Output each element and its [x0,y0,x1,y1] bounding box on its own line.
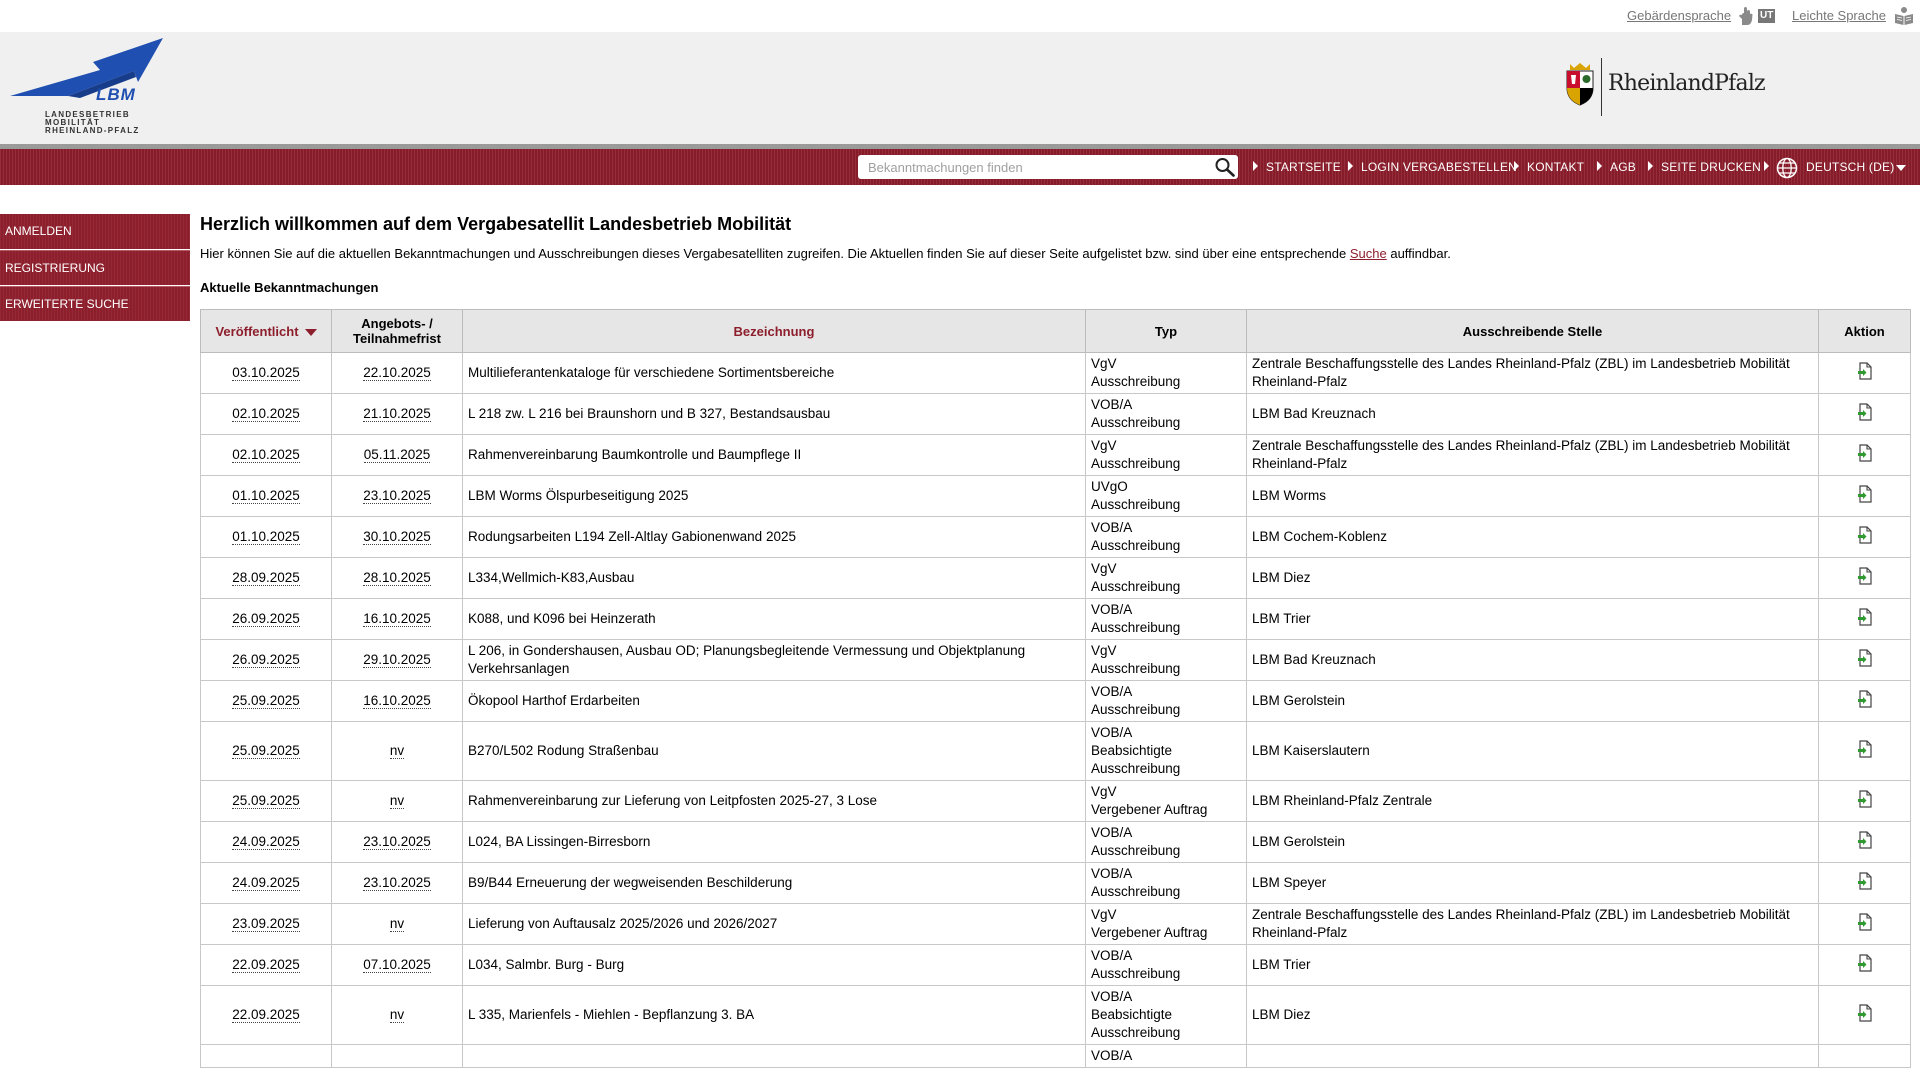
published-cell [201,599,332,640]
type-line: VOB/A [1091,684,1133,699]
announcements-table [200,309,1911,1068]
deadline-cell [332,353,463,394]
language-selector[interactable]: DEUTSCH (DE) [1806,160,1895,174]
published-cell [201,1045,332,1068]
deadline-date: 07.10.2025 [363,957,431,972]
lbm-arrow-icon [8,38,168,118]
published-cell [201,394,332,435]
state-name-text: RheinlandPfalz [1608,71,1765,96]
document-open-icon[interactable] [1857,362,1873,380]
authority-cell: LBM Bad Kreuznach [1247,394,1819,435]
designation-cell: Ökopool Harthof Erdarbeiten [463,681,1086,722]
type-line: Ausschreibung [1091,497,1181,512]
type-cell [1086,681,1247,722]
type-cell [1086,599,1247,640]
deadline-cell [332,863,463,904]
deadline-date: 23.10.2025 [363,834,431,849]
sidebar-item-registrierung[interactable]: REGISTRIERUNG [0,250,190,285]
designation-cell: L 206, in Gondershausen, Ausbau OD; Planungsbegleitende Vermessung und Objektplanung Verkehrsanlagen [463,640,1086,681]
main-content [200,212,1910,296]
action-cell [1819,435,1911,476]
authority-cell [1247,1045,1819,1068]
deadline-date: 22.10.2025 [363,365,431,380]
type-cell [1086,822,1247,863]
type-cell [1086,640,1247,681]
type-line: Vergebener Auftrag [1091,802,1208,817]
deadline-date: 23.10.2025 [363,875,431,890]
action-cell [1819,781,1911,822]
type-cell [1086,863,1247,904]
document-open-icon[interactable] [1857,608,1873,626]
state-coat-of-arms-icon [1564,62,1596,106]
type-line: Ausschreibung [1091,374,1181,389]
action-cell [1819,476,1911,517]
section-title: Aktuelle Bekanntmachungen [200,280,379,295]
authority-cell: Zentrale Beschaffungsstelle des Landes Rheinland-Pfalz (ZBL) im Landesbetrieb Mobilität Rheinland-Pfalz [1247,353,1819,394]
document-open-icon[interactable] [1857,567,1873,585]
document-open-icon[interactable] [1857,403,1873,421]
authority-cell: LBM Diez [1247,986,1819,1045]
designation-cell: Lieferung von Auftausalz 2025/2026 und 2026/2027 [463,904,1086,945]
type-line: Ausschreibung [1091,415,1181,430]
authority-cell: LBM Kaiserslautern [1247,722,1819,781]
published-cell [201,863,332,904]
action-cell [1819,863,1911,904]
column-header-published[interactable]: Veröffentlicht [201,310,332,353]
sidebar [0,214,190,322]
table-row[interactable] [201,1045,1911,1068]
designation-cell: B9/B44 Erneuerung der wegweisenden Beschilderung [463,863,1086,904]
type-line: Vergebener Auftrag [1091,925,1208,940]
table-row[interactable] [201,722,1911,781]
table-row[interactable] [201,822,1911,863]
globe-icon[interactable] [1776,157,1798,179]
type-line: Ausschreibung [1091,620,1181,635]
designation-cell: Rodungsarbeiten L194 Zell-Altlay Gabionenwand 2025 [463,517,1086,558]
type-line: VOB/A [1091,725,1133,740]
lbm-logo[interactable] [8,38,168,138]
sidebar-item-erweiterte-suche[interactable]: ERWEITERTE SUCHE [0,286,190,321]
published-date: 01.10.2025 [232,529,300,544]
deadline-cell [332,945,463,986]
document-open-icon[interactable] [1857,954,1873,972]
published-date: 02.10.2025 [232,406,300,421]
type-line: VgV [1091,643,1117,658]
authority-cell: Zentrale Beschaffungsstelle des Landes Rheinland-Pfalz (ZBL) im Landesbetrieb Mobilität Rheinland-Pfalz [1247,435,1819,476]
published-date: 25.09.2025 [232,743,300,758]
designation-cell: B270/L502 Rodung Straßenbau [463,722,1086,781]
deadline-cell [332,986,463,1045]
type-line: Beabsichtigte [1091,743,1173,758]
search-link[interactable]: Suche [1349,246,1387,261]
published-date: 02.10.2025 [232,447,300,462]
type-line: VOB/A [1091,825,1133,840]
deadline-cell [332,476,463,517]
main-navigation [0,149,1920,185]
deadline-cell [332,722,463,781]
type-cell [1086,435,1247,476]
type-line: UVgO [1091,479,1128,494]
search-icon[interactable] [1214,157,1236,177]
nav-agb[interactable]: AGB [1610,160,1636,174]
type-cell [1086,517,1247,558]
type-line: VOB/A [1091,948,1133,963]
published-date: 03.10.2025 [232,365,300,380]
table-header-row [201,310,1911,353]
action-cell [1819,640,1911,681]
column-header-deadline: Angebots- / Teilnahmefrist [332,310,463,353]
authority-cell: LBM Gerolstein [1247,681,1819,722]
deadline-date: 21.10.2025 [363,406,431,421]
deadline-cell [332,394,463,435]
designation-cell: Rahmenvereinbarung Baumkontrolle und Baumpflege II [463,435,1086,476]
type-line: Ausschreibung [1091,456,1181,471]
deadline-date: nv [389,793,405,808]
table-row[interactable] [201,986,1911,1045]
published-date: 22.09.2025 [232,1007,300,1022]
published-cell [201,904,332,945]
action-cell [1819,722,1911,781]
type-line: VOB/A [1091,602,1133,617]
page-title: Herzlich willkommen auf dem Vergabesatellit Landesbetrieb Mobilität [200,214,792,234]
published-cell [201,822,332,863]
type-line: VgV [1091,784,1117,799]
authority-cell: LBM Diez [1247,558,1819,599]
nav-arrow-icon [1514,161,1519,171]
designation-cell: L034, Salmbr. Burg - Burg [463,945,1086,986]
table-row[interactable] [201,863,1911,904]
chevron-down-icon[interactable] [1896,165,1906,171]
authority-cell: LBM Trier [1247,599,1819,640]
deadline-date: 28.10.2025 [363,570,431,585]
table-row[interactable] [201,353,1911,394]
published-date: 24.09.2025 [232,834,300,849]
document-open-icon[interactable] [1857,649,1873,667]
published-date: 26.09.2025 [232,652,300,667]
designation-cell: L 218 zw. L 216 bei Braunshorn und B 327, Bestandsausbau [463,394,1086,435]
action-cell [1819,394,1911,435]
search-input[interactable] [858,155,1238,179]
type-line: VgV [1091,561,1117,576]
designation-cell: L024, BA Lissingen-Birresborn [463,822,1086,863]
type-line: Ausschreibung [1091,1025,1181,1040]
type-line: VOB/A [1091,520,1133,535]
table-row[interactable] [201,781,1911,822]
document-open-icon[interactable] [1857,690,1873,708]
designation-cell: K088, und K096 bei Heinzerath [463,599,1086,640]
table-row[interactable] [201,394,1911,435]
action-cell [1819,517,1911,558]
logo-abbr: LBM [96,85,136,104]
intro-text-before: Hier können Sie auf die aktuellen Bekanntmachungen und Ausschreibungen dieses Vergabesatelliten zugreifen. Die Aktuellen finden Sie auf dieser Seite aufgelistet bzw. sind über eine entsprechende [200,246,1347,261]
deadline-date: 16.10.2025 [363,693,431,708]
type-line: VOB/A [1091,989,1133,1004]
document-open-icon[interactable] [1857,831,1873,849]
sign-language-link[interactable]: Gebärdensprache [1627,8,1732,23]
designation-cell: LBM Worms Ölspurbeseitigung 2025 [463,476,1086,517]
type-line: VOB/A [1091,1048,1133,1063]
nav-arrow-icon [1764,161,1769,171]
document-open-icon[interactable] [1857,740,1873,758]
deadline-cell [332,640,463,681]
action-cell [1819,558,1911,599]
type-line: Ausschreibung [1091,579,1181,594]
action-cell [1819,904,1911,945]
designation-cell: Rahmenvereinbarung zur Lieferung von Leitpfosten 2025-27, 3 Lose [463,781,1086,822]
deadline-cell [332,435,463,476]
sort-descending-icon [305,329,317,336]
nav-arrow-icon [1253,161,1258,171]
type-line: VgV [1091,438,1117,453]
table-row[interactable] [201,599,1911,640]
document-open-icon[interactable] [1857,1004,1873,1022]
column-header-type: Typ [1086,310,1247,353]
type-line: Ausschreibung [1091,538,1181,553]
published-date: 01.10.2025 [232,488,300,503]
intro-text [200,245,1910,263]
published-cell [201,517,332,558]
type-cell [1086,353,1247,394]
published-cell [201,986,332,1045]
designation-cell: L334,Wellmich-K83,Ausbau [463,558,1086,599]
deadline-date: nv [389,743,405,758]
nav-arrow-icon [1597,161,1602,171]
rheinland-pfalz-logo[interactable] [1563,56,1765,120]
authority-cell: LBM Gerolstein [1247,822,1819,863]
published-cell [201,558,332,599]
published-date: 25.09.2025 [232,693,300,708]
logo-divider [1601,58,1602,116]
intro-text-after: auffindbar. [1390,246,1451,261]
action-cell [1819,822,1911,863]
type-cell [1086,722,1247,781]
table-row[interactable] [201,476,1911,517]
deadline-cell [332,558,463,599]
deadline-date: nv [389,1007,405,1022]
authority-cell: LBM Speyer [1247,863,1819,904]
column-header-authority: Ausschreibende Stelle [1247,310,1819,353]
type-line: Beabsichtigte [1091,1007,1173,1022]
table-row[interactable] [201,558,1911,599]
logo-line-1: LANDESBETRIEB [45,110,130,119]
authority-cell: Zentrale Beschaffungsstelle des Landes Rheinland-Pfalz (ZBL) im Landesbetrieb Mobilität Rheinland-Pfalz [1247,904,1819,945]
document-open-icon[interactable] [1857,913,1873,931]
table-row[interactable] [201,517,1911,558]
table-row[interactable] [201,904,1911,945]
nav-arrow-icon [1348,161,1353,171]
easy-language-book-icon [1894,6,1914,26]
deadline-cell [332,781,463,822]
action-cell [1819,945,1911,986]
deadline-cell [332,904,463,945]
published-date: 23.09.2025 [232,916,300,931]
type-line: VOB/A [1091,397,1133,412]
document-open-icon[interactable] [1857,790,1873,808]
published-cell [201,681,332,722]
accessibility-bar [0,0,1920,32]
type-cell [1086,558,1247,599]
type-line: Ausschreibung [1091,843,1181,858]
type-cell [1086,904,1247,945]
type-line: VgV [1091,356,1117,371]
deadline-cell [332,822,463,863]
type-line: Ausschreibung [1091,884,1181,899]
authority-cell: LBM Cochem-Koblenz [1247,517,1819,558]
designation-cell: Multilieferantenkataloge für verschiedene Sortimentsbereiche [463,353,1086,394]
document-open-icon[interactable] [1857,526,1873,544]
deadline-date: 30.10.2025 [363,529,431,544]
deadline-cell [332,517,463,558]
deadline-cell [332,599,463,640]
designation-cell [463,1045,1086,1068]
column-header-action: Aktion [1819,310,1911,353]
published-cell [201,476,332,517]
type-line: VgV [1091,907,1117,922]
published-cell [201,640,332,681]
table-row[interactable] [201,945,1911,986]
type-line: Ausschreibung [1091,702,1181,717]
published-cell [201,945,332,986]
deadline-date: 29.10.2025 [363,652,431,667]
type-cell [1086,781,1247,822]
authority-cell: LBM Worms [1247,476,1819,517]
logo-line-2: MOBILITÄT [45,118,101,127]
deadline-date: 05.11.2025 [363,447,431,462]
nav-arrow-icon [1648,161,1653,171]
type-cell [1086,476,1247,517]
published-date: 22.09.2025 [232,957,300,972]
published-cell [201,435,332,476]
sign-language-icon [1738,6,1756,26]
nav-seite-drucken[interactable]: SEITE DRUCKEN [1661,160,1761,174]
authority-cell: LBM Trier [1247,945,1819,986]
nav-startseite[interactable]: STARTSEITE [1266,160,1341,174]
authority-cell: LBM Rheinland-Pfalz Zentrale [1247,781,1819,822]
action-cell [1819,1045,1911,1068]
deadline-date: 16.10.2025 [363,611,431,626]
designation-cell: L 335, Marienfels - Miehlen - Bepflanzung 3. BA [463,986,1086,1045]
ut-badge: UT [1760,10,1774,21]
published-cell [201,353,332,394]
published-date: 25.09.2025 [232,793,300,808]
published-date: 24.09.2025 [232,875,300,890]
type-cell [1086,945,1247,986]
published-cell [201,722,332,781]
column-header-designation[interactable]: Bezeichnung [463,310,1086,353]
published-date: 26.09.2025 [232,611,300,626]
type-line: Ausschreibung [1091,761,1181,776]
type-line: Ausschreibung [1091,661,1181,676]
action-cell [1819,986,1911,1045]
type-cell [1086,986,1247,1045]
deadline-date: 23.10.2025 [363,488,431,503]
table-row[interactable] [201,681,1911,722]
easy-language-link[interactable]: Leichte Sprache [1792,8,1886,23]
published-date: 28.09.2025 [232,570,300,585]
document-open-icon[interactable] [1857,444,1873,462]
deadline-cell [332,681,463,722]
deadline-cell [332,1045,463,1068]
document-open-icon[interactable] [1857,872,1873,890]
type-cell [1086,394,1247,435]
document-open-icon[interactable] [1857,485,1873,503]
type-cell [1086,1045,1247,1068]
nav-login-vergabestellen[interactable]: LOGIN VERGABESTELLEN [1361,160,1518,174]
site-header [0,32,1920,144]
action-cell [1819,681,1911,722]
logo-line-3: RHEINLAND-PFALZ [45,126,140,135]
nav-kontakt[interactable]: KONTAKT [1527,160,1585,174]
table-row[interactable] [201,435,1911,476]
authority-cell: LBM Bad Kreuznach [1247,640,1819,681]
action-cell [1819,353,1911,394]
published-cell [201,781,332,822]
announcements-table-body [201,353,1911,1068]
type-line: Ausschreibung [1091,966,1181,981]
table-row[interactable] [201,640,1911,681]
type-line: VOB/A [1091,866,1133,881]
action-cell [1819,599,1911,640]
sidebar-item-anmelden[interactable]: ANMELDEN [0,214,190,249]
deadline-date: nv [389,916,405,931]
